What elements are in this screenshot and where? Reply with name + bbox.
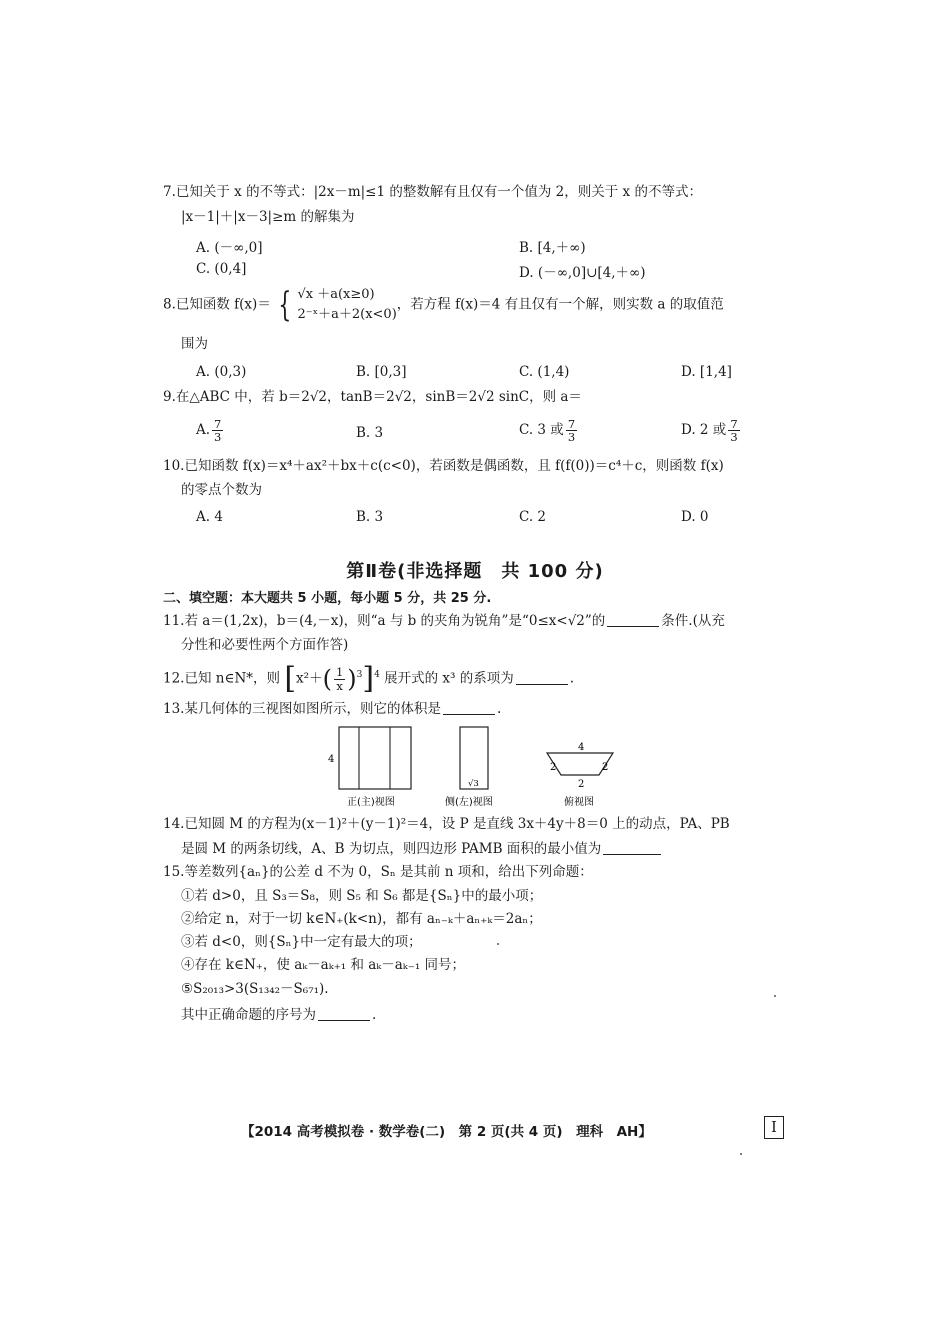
side-view-label: 侧(左)视图 [445,797,493,808]
q10-option-d: D. 0 [681,509,709,525]
q9-c-num: 7 [567,417,576,431]
q9-d-frac [728,418,739,443]
top-view [547,742,613,808]
q8-brace: { [278,285,292,326]
q13-end: . [496,701,502,717]
front-view-label: 正(主)视图 [347,797,395,808]
q8-prefix: 8.已知函数 f(x)＝ [163,296,271,313]
q8-option-d: D. [1,4] [681,364,732,380]
q15-end: . [372,1007,377,1023]
q10-line1: 10.已知函数 f(x)＝x⁴＋ax²＋bx＋c(c<0)，若函数是偶函数，且 f(f(0))＝c⁴＋c，则函数 f(x) [163,458,724,474]
q13-answer-blank[interactable] [443,702,495,715]
q8-option-c: C. (1,4) [519,364,570,380]
q15-line1: 15.等差数列{aₙ}的公差 d 不为 0，Sₙ 是其前 n 项和，给出下列命题： [163,864,593,880]
q13-stem-text: 13.某几何体的三视图如图所示，则它的体积是 [163,701,441,717]
q12-pow4: 4 [374,670,380,680]
q9-stem: 9.在△ABC 中，若 b＝2√2，tanB＝2√2，sinB＝2√2 sinC，则 a＝ [163,389,582,405]
q15-last [181,1008,376,1023]
q14-line2 [181,842,663,857]
q9-a-frac [212,418,223,443]
front-view [328,727,411,808]
q12-answer-blank[interactable] [516,672,568,685]
q10-option-a: A. 4 [196,509,223,525]
q12-pow3: 3 [356,670,363,680]
q12-den: x [336,678,343,693]
q13-stem [163,702,501,717]
top-view-dim-top: 4 [578,742,585,753]
q14-line1: 14.已知圆 M 的方程为(x－1)²＋(y－1)²＝4，设 P 是直线 3x＋4y＋8＝0 上的动点，PA、PB [163,816,730,832]
section-title: 第Ⅱ卷(非选择题 共 100 分) [346,561,604,582]
q9-c-label: C. 3 或 [519,422,564,439]
q8-case1: √x ＋a(x≥0) [297,287,375,302]
q10-option-b: B. 3 [356,509,384,525]
q10-option-c: C. 2 [519,509,547,525]
q7-option-a: A. (－∞,0] [196,240,263,256]
q15-last-text: 其中正确命题的序号为 [181,1007,316,1023]
q12-left-paren: ( [322,665,332,693]
q9-a-num: 7 [214,417,222,431]
q12-suffix: 展开式的 x³ 的系项为 [384,670,514,687]
q9-c-frac [566,418,577,443]
scan-speck [774,995,776,997]
q9-a-den: 3 [214,430,222,445]
q9-a-label: A. [196,422,211,439]
q8-cases [297,285,396,325]
q11-line1 [163,614,725,629]
side-view-dim: √3 [468,779,479,789]
q10-line2: 的零点个数为 [181,482,262,498]
q8-line2: 围为 [181,336,208,352]
q8-option-a: A. (0,3) [196,364,247,380]
q7-option-d: D. (－∞,0]∪[4,＋∞) [519,265,646,281]
scan-speck [497,943,499,945]
q7-option-c: C. (0,4] [196,261,247,277]
q9-option-a [196,418,225,443]
q14-line2-text: 是圆 M 的两条切线，A、B 为切点，则四边形 PAMB 面积的最小值为 [181,841,602,857]
q12-end: . [569,670,575,687]
q12-left-bracket: [ [284,661,297,696]
top-view-dim-bottom: 2 [578,779,585,790]
q7-option-b: B. [4,＋∞) [519,240,586,256]
q12-right-paren: ) [347,665,357,693]
q9-d-den: 3 [730,430,738,445]
q9-c-den: 3 [567,430,576,445]
fill-header: 二、填空题：本大题共 5 小题，每小题 5 分，共 25 分. [163,591,492,606]
q7-line1: 7.已知关于 x 的不等式：|2x－m|≤1 的整数解有且仅有一个值为 2，则关于 x 的不等式： [163,184,702,200]
q8-suffix: ，若方程 f(x)＝4 有且仅有一个解，则实数 a 的取值范 [396,296,724,313]
q12-right-bracket: ] [362,661,375,696]
roman-one-box: I [764,1116,784,1139]
side-view [445,727,493,808]
q11-text-a: 11.若 a＝(1,2x)，b＝(4,－x)，则“a 与 b 的夹角为锐角”是“0≤x<√2”的 [163,613,606,629]
q11-text-b: 条件.(从充 [661,613,725,629]
scan-speck [740,1153,742,1155]
top-view-label: 俯视图 [564,797,594,808]
q15-item-4: ④存在 k∈N₊，使 aₖ－aₖ₊₁ 和 aₖ－aₖ₋₁ 同号； [181,957,466,973]
q15-item-3: ③若 d<0，则{Sₙ}中一定有最大的项； [181,934,422,950]
q9-option-b: B. 3 [356,425,384,441]
q12-num: 1 [335,665,344,680]
q15-answer-blank[interactable] [318,1008,370,1021]
q14-answer-blank[interactable] [603,842,661,855]
q8-line1 [163,285,724,325]
q8-case2: 2⁻ˣ＋a＋2(x<0) [297,307,397,323]
q12-frac [334,666,345,691]
q9-option-d [681,418,742,443]
page-footer: 【2014 高考模拟卷 · 数学卷(二) 第 2 页(共 4 页) 理科 AH】 [241,1124,652,1140]
q11-line2: 分性和必要性两个方面作答) [181,637,349,653]
q12-line [163,661,575,696]
q9-d-label: D. 2 或 [681,422,727,439]
q11-answer-blank[interactable] [607,614,659,627]
top-view-dim-left: 2 [550,762,557,773]
q9-option-c [519,418,579,443]
q15-item-2: ②给定 n，对于一切 k∈N₊(k<n)，都有 aₙ₋ₖ＋aₙ₊ₖ＝2aₙ； [181,911,542,927]
three-view-figure [320,720,640,812]
q7-line2: |x－1|＋|x－3|≥m 的解集为 [181,209,355,225]
q8-option-b: B. [0,3] [356,364,407,380]
top-view-dim-right: 2 [602,762,609,773]
q9-d-num: 7 [730,417,738,431]
q12-x2: x²＋ [296,670,323,687]
q12-prefix: 12.已知 n∈N*，则 [163,670,281,687]
front-view-dim: 4 [328,754,335,765]
q15-item-5: ⑤S₂₀₁₃>3(S₁₃₄₂－S₆₇₁). [181,981,329,997]
q15-item-1: ①若 d>0，且 S₃＝S₈，则 S₅ 和 S₆ 都是{Sₙ}中的最小项； [181,888,543,904]
